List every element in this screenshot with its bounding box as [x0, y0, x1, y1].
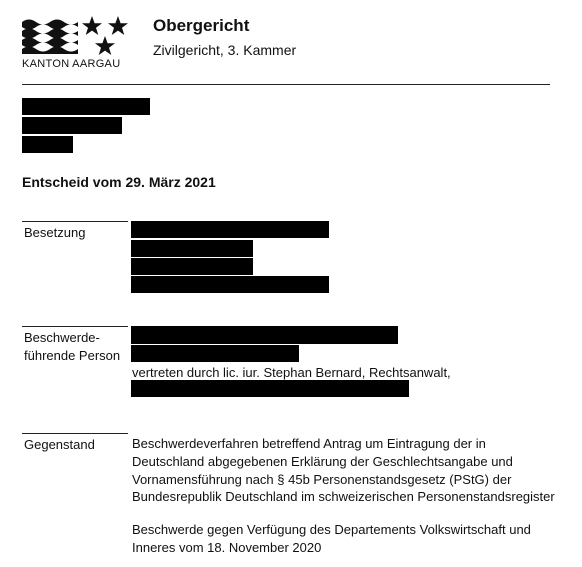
- section-divider: [22, 221, 128, 222]
- section-divider: [22, 326, 128, 327]
- canton-name: KANTON AARGAU: [22, 58, 121, 70]
- redacted-block: [22, 117, 122, 134]
- section-divider: [22, 433, 128, 434]
- section-label-gegenstand: Gegenstand: [24, 437, 95, 452]
- subject-line: Beschwerde gegen Verfügung des Departements Volkswirtschaft und: [132, 522, 531, 537]
- subject-line: Inneres vom 18. November 2020: [132, 540, 322, 555]
- court-department: Zivilgericht, 3. Kammer: [153, 42, 297, 58]
- redacted-block: [131, 240, 253, 257]
- redacted-block: [22, 98, 150, 115]
- court-name: Obergericht: [153, 16, 250, 35]
- redacted-block: [131, 276, 329, 293]
- three-stars-icon: [82, 14, 128, 58]
- header-divider: [22, 84, 550, 85]
- subject-line: Beschwerdeverfahren betreffend Antrag um Eintragung der in: [132, 436, 486, 451]
- decision-title: Entscheid vom 29. März 2021: [22, 174, 216, 190]
- redacted-block: [131, 326, 398, 344]
- representation-text: vertreten durch lic. iur. Stephan Bernard, Rechtsanwalt,: [132, 365, 451, 380]
- section-label-beschwerdefuehrer: führende Person: [24, 348, 121, 363]
- subject-line: Deutschland abgegebenen Erklärung der Geschlechtsangabe und: [132, 454, 513, 469]
- redacted-block: [22, 136, 73, 153]
- subject-line: Vornamensführung nach § 45b Personenstandsgesetz (PStG) der: [132, 472, 512, 487]
- section-label-besetzung: Besetzung: [24, 225, 86, 240]
- redacted-block: [131, 345, 299, 362]
- section-label-beschwerdefuehrer: Beschwerde-: [24, 330, 100, 345]
- subject-line: Bundesrepublik Deutschland im schweizerischen Personenstandsregister: [132, 489, 555, 504]
- redacted-block: [131, 221, 329, 238]
- redacted-block: [131, 258, 253, 275]
- redacted-block: [131, 380, 409, 397]
- waves-icon: [22, 18, 78, 54]
